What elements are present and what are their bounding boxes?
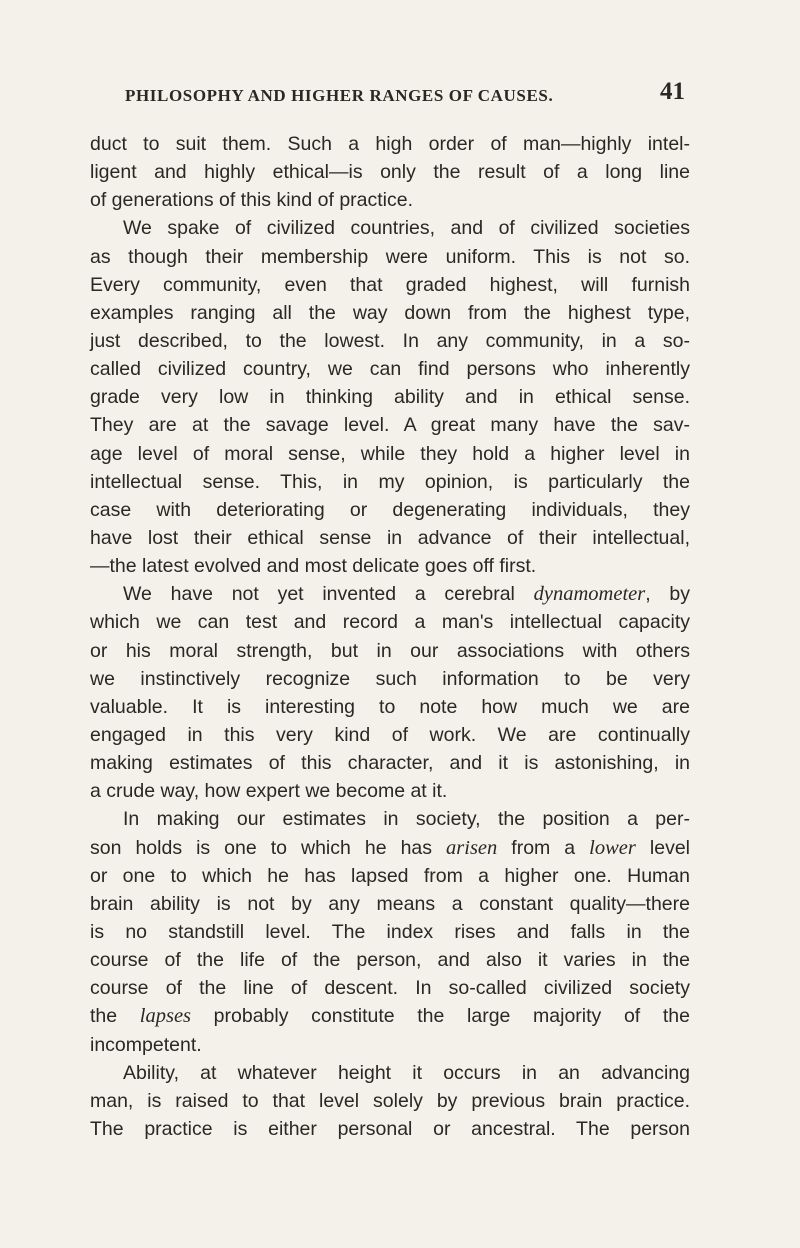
text-line: The practice is either personal or ancestral. The person — [90, 1117, 690, 1140]
text-run: , by — [645, 583, 691, 606]
text-line: They are at the savage level. A great many have the sav- — [90, 414, 690, 437]
text-line: course of the line of descent. In so-called civilized society — [90, 977, 690, 1000]
text-line: duct to suit them. Such a high order of man—highly intel- — [90, 133, 690, 155]
text-run: from a — [497, 836, 590, 859]
text-line: called civilized country, we can find persons who inherently — [90, 358, 690, 381]
text-run: level — [635, 836, 690, 859]
italic-term: lapses — [139, 1005, 192, 1028]
text-line: age level of moral sense, while they hold a higher level in — [90, 442, 690, 465]
italic-term: lower — [589, 836, 636, 859]
text-line — [90, 580, 690, 608]
running-head — [125, 78, 685, 110]
text-line: Ability, at whatever height it occurs in an advancing — [123, 1061, 690, 1084]
text-line: as though their membership were uniform. This is not so. — [90, 245, 690, 268]
text-line: a crude way, how expert we become at it. — [90, 780, 448, 803]
text-line: intellectual sense. This, in my opinion, is particularly the — [90, 470, 690, 493]
italic-term: dynamometer — [533, 583, 646, 606]
text-line: which we can test and record a man's intellectual capacity — [90, 611, 690, 634]
text-line: incompetent. — [90, 1033, 202, 1056]
text-line: have lost their ethical sense in advance of their intellectual, — [90, 526, 690, 549]
text-run: We have not yet invented a cerebral — [123, 583, 534, 606]
text-line: course of the life of the person, and also it varies in the — [90, 949, 690, 972]
text-line: ligent and highly ethical—is only the result of a long line — [90, 161, 690, 184]
text-line: we instinctively recognize such information to be very — [90, 667, 690, 690]
italic-term: arisen — [446, 836, 498, 859]
page-number: 41 — [660, 78, 685, 105]
text-line — [90, 834, 690, 862]
text-run: the — [90, 1005, 140, 1028]
text-line — [90, 1002, 690, 1030]
text-line: case with deteriorating or degenerating individuals, they — [90, 498, 690, 521]
text-run: probably constitute the large majority of the — [191, 1005, 690, 1028]
text-line: In making our estimates in society, the position a per- — [123, 808, 690, 831]
text-line: We spake of civilized countries, and of civilized societies — [123, 217, 690, 240]
paragraph — [90, 130, 690, 214]
text-line: of generations of this kind of practice. — [90, 189, 414, 212]
text-line: brain ability is not by any means a constant quality—there — [90, 892, 690, 915]
text-line: examples ranging all the way down from the highest type, — [90, 301, 690, 324]
text-line: or one to which he has lapsed from a higher one. Human — [90, 864, 690, 887]
text-line: valuable. It is interesting to note how much we are — [90, 695, 690, 718]
running-title: PHILOSOPHY AND HIGHER RANGES OF CAUSES. — [125, 86, 554, 105]
text-line: grade very low in thinking ability and in ethical sense. — [90, 386, 690, 409]
text-line: —the latest evolved and most delicate goes off first. — [90, 555, 537, 578]
text-line: man, is raised to that level solely by previous brain practice. — [90, 1089, 690, 1112]
text-line: or his moral strength, but in our associations with others — [90, 639, 690, 662]
paragraph — [90, 214, 690, 580]
paragraph — [90, 1059, 690, 1143]
text-line: Every community, even that graded highest, will furnish — [90, 273, 690, 296]
paragraph — [90, 580, 690, 805]
text-line: just described, to the lowest. In any community, in a so- — [90, 329, 690, 352]
paragraph — [90, 805, 690, 1058]
text-run: son holds is one to which he has — [90, 836, 447, 859]
body-text — [90, 130, 690, 1143]
text-line: is no standstill level. The index rises and falls in the — [90, 920, 690, 943]
text-line: making estimates of this character, and it is astonishing, in — [90, 752, 690, 775]
text-line: engaged in this very kind of work. We are continually — [90, 723, 690, 746]
